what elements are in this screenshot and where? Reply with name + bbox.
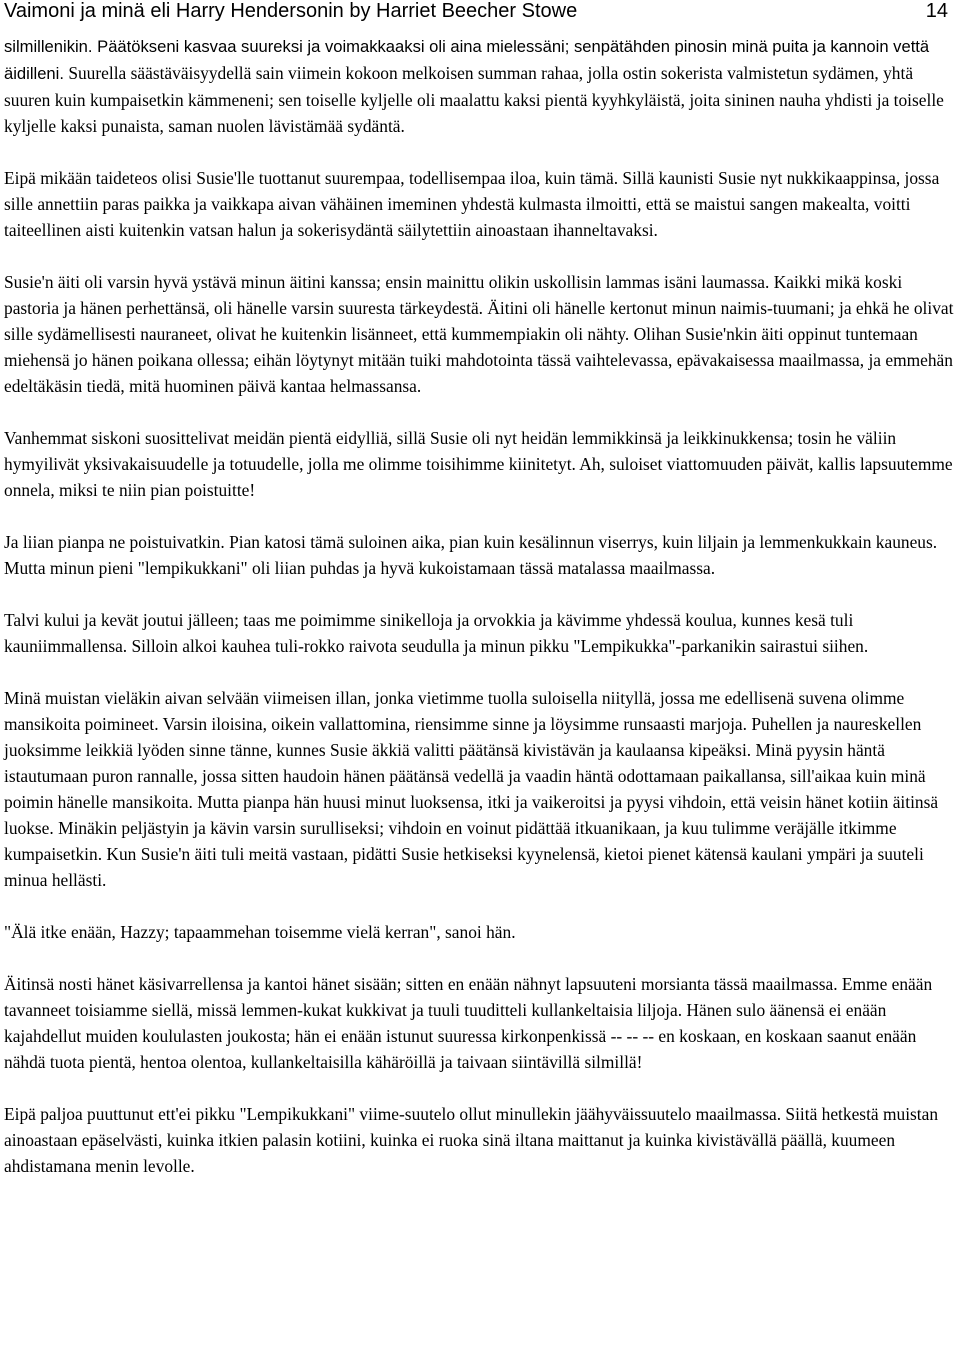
paragraph: Äitinsä nosti hänet käsivarrellensa ja kantoi hänet sisään; sitten en enään nähnyt lapsuuteni morsianta tässä maailmassa. Emme enään tavanneet toisiamme siellä, missä lemmen-kukat kukkivat ja tuuli tuuditteli kullankeltaisia liljoja. Hänen sulo äänensä ei enään kajahdellut muiden koululasten joukosta; hän ei enään istunut suuressa kirkonpenkissä -- -- -- en koskaan, en koskaan saanut enään nähdä tuota pientä, hentoa olentoa, kullankeltaisilla kähäröillä ja taivaan siintävillä silmillä!: [4, 974, 933, 1072]
body-text: [4, 33, 956, 1179]
paragraph-sans-text: silmillenikin. Päätökseni kasvaa suureksi ja voimakkaaksi oli aina mielessäni; senpätähden pinosin minä puita ja kannoin vettä äidilleni.: [4, 37, 930, 83]
paragraph-serif-text: Suurella säästäväisyydellä sain viimein kokoon melkoisen summan rahaa, jolla ostin sokerista valmistetun sydämen, yhtä suuren kuin kumpaisetkin kämmeneni; sen toiselle kyljelle oli maalattu kaksi pientä kyyhkyläistä, joita sininen nauha yhdisti ja toiselle kyljelle kaksi punaista, saman nuolen lävistämää sydäntä.: [4, 63, 944, 136]
paragraph: "Älä itke enään, Hazzy; tapaammehan toisemme vielä kerran", sanoi hän.: [4, 922, 516, 942]
page-number: 14: [925, 0, 948, 22]
paragraph: Ja liian pianpa ne poistuivatkin. Pian katosi tämä suloinen aika, pian kuin kesälinnun viserrys, kuin liljain ja lemmenkukkain kauneus. Mutta minun pieni "lempikukkani" oli liian puhdas ja hyvä kukoistamaan tässä matalassa maailmassa.: [4, 532, 938, 578]
paragraph: Eipä paljoa puuttunut ett'ei pikku "Lempikukkani" viime-suutelo ollut minullekin jäähyväissuutelo maailmassa. Siitä hetkestä muistan ainoastaan epäselvästi, kuinka itkien palasin kotiini, kuinka ei ruoka sinä iltana maittanut ja kuinka kivistävällä päällä, kuumeen ahdistamana menin levolle.: [4, 1104, 939, 1176]
paragraph: Talvi kului ja kevät joutui jälleen; taas me poimimme sinikelloja ja orvokkia ja kävimme yhdessä koulua, kunnes kesä tuli kauniimmallensa. Silloin alkoi kauhea tuli-rokko raivota seudulla ja minun pikku "Lempikukka"-parkanikin sairastui siihen.: [4, 610, 869, 656]
paragraph: Susie'n äiti oli varsin hyvä ystävä minun äitini kanssa; ensin mainittu olikin uskollisin lammas isäni laumassa. Kaikki mikä koski pastoria ja hänen perhettänsä, oli hänelle varsin suuresta tärkeydestä. Äitini oli hänelle kertonut minun naimis-tuumani; ja ehkä he olivat sille sydämellisesti nauraneet, olivat he kuitenkin lisänneet, että kummempiakin oli nähty. Olihan Susie'nkin äiti oppinut tuntemaan miehensä jo hänen poikana ollessa; eihän löytynyt mitään tuiki mahdotointa tässä vaihtelevassa, epävakaisessa maailmassa, ja emmehän edeltäkäsin tiedä, mitä huominen päivä kantaa helmassansa.: [4, 272, 954, 396]
paragraph: Eipä mikään taideteos olisi Susie'lle tuottanut suurempaa, todellisempaa iloa, kuin tämä. Sillä kaunisti Susie nyt nukkikaappinsa, jossa sille annettiin paras paikka ja vaikkapa aivan vähäinen imeminen yhdestä kulmasta ilmoitti, että se maistui sangen makealta, voitti taiteellinen aisti kuitenkin vatsan halun ja sokerisydäntä säilytettiin ainoastaan ihanneltavaksi.: [4, 168, 940, 240]
paragraph: Vanhemmat siskoni suosittelivat meidän pientä eidylliä, sillä Susie oli nyt heidän lemmikkinsä ja leikkinukkensa; tosin he väliin hymyilivät yksivakaisuudelle ja totuudelle, jolla me olimme toisihimme kiinitetyt. Ah, suloiset viattomuuden päivät, kallis lapsuutemme onnela, miksi te niin pian poistuitte!: [4, 428, 953, 500]
page-header: [4, 0, 956, 26]
paragraph: [4, 33, 956, 139]
paragraph: Minä muistan vieläkin aivan selvään viimeisen illan, jonka vietimme tuolla suloisella niityllä, jossa me edellisenä suvena olimme mansikoita poimineet. Varsin iloisina, oikein vallattomina, riensimme sinne ja löysimme runsaasti marjoja. Puhellen ja naureskellen juoksimme leikkiä lyöden sinne tänne, kunnes Susie äkkiä valitti päätänsä kivistävän ja kaulaansa kipeäksi. Minä pyysin häntä istautumaan puron rannalle, jossa sitten haudoin hänen päätänsä vedellä ja vaadin häntä odottamaan paikallansa, sill'aikaa kuin minä poimin hänelle mansikoita. Mutta pianpa hän huusi minut luoksensa, itki ja vaikeroitsi ja pyysi vihdoin, että veisin hänet kotiin äitinsä luokse. Minäkin peljästyin ja kävin varsin surulliseksi; vihdoin en voinut pidättää itkuanikaan, ja kuu tulimme veräjälle itkimme kumpaisetkin. Kun Susie'n äiti tuli meitä vastaan, pidätti Susie hetkiseksi kyynelensä, kietoi pienet kätensä kaulani ympäri ja suuteli minua hellästi.: [4, 688, 939, 890]
book-title: Vaimoni ja minä eli Harry Hendersonin by Harriet Beecher Stowe: [4, 0, 578, 22]
